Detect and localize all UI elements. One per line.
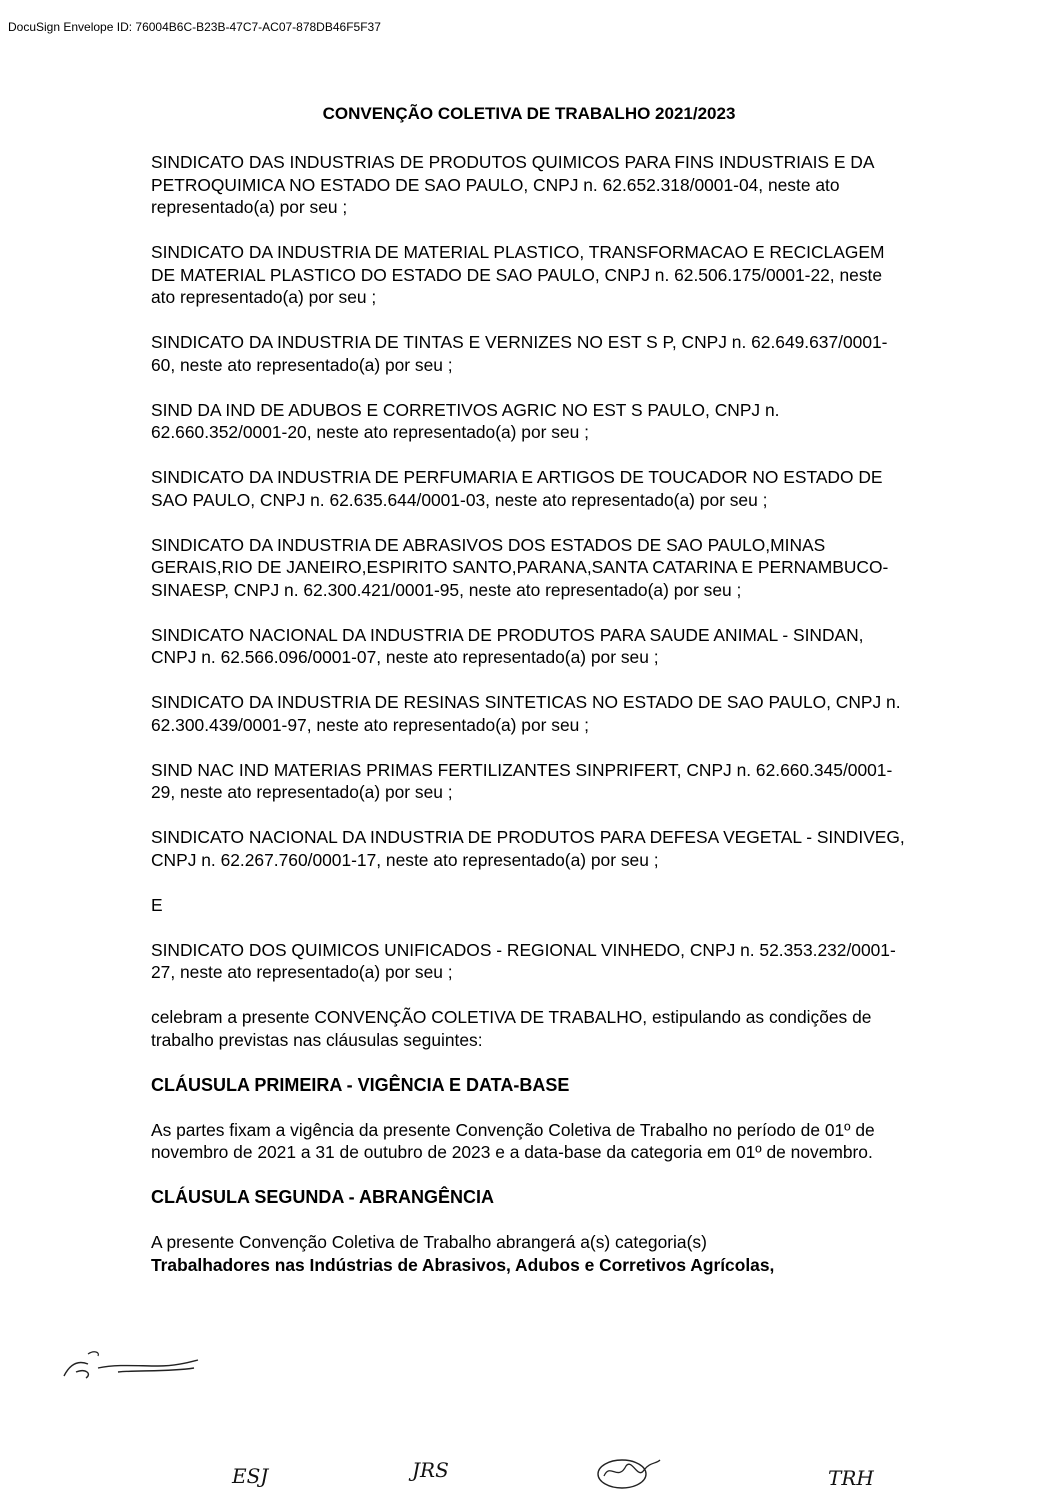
clause2-text: A presente Convenção Coletiva de Trabalho abrangerá a(s) categoria(s) bbox=[151, 1232, 707, 1252]
conjunction: E bbox=[151, 894, 163, 915]
party-paragraph-9: SIND NAC IND MATERIAS PRIMAS FERTILIZANTES SINPRIFERT, CNPJ n. 62.660.345/0001-29, neste ato representado(a) por seu ; bbox=[151, 759, 893, 802]
clause2-text-block bbox=[151, 1231, 911, 1276]
initial-3: TRH bbox=[828, 1466, 874, 1490]
initials-row bbox=[0, 1446, 1058, 1496]
initial-2: JRS bbox=[412, 1458, 449, 1482]
clause2-heading: CLÁUSULA SEGUNDA - ABRANGÊNCIA bbox=[151, 1187, 494, 1207]
party-paragraph-4: SIND DA IND DE ADUBOS E CORRETIVOS AGRIC NO EST S PAULO, CNPJ n. 62.660.352/0001-20, neste ato representado(a) por seu ; bbox=[151, 399, 780, 442]
document-body bbox=[151, 151, 911, 1276]
party-paragraph-5: SINDICATO DA INDUSTRIA DE PERFUMARIA E ARTIGOS DE TOUCADOR NO ESTADO DE SAO PAULO, CNPJ n. 62.635.644/0001-03, neste ato representado(a) por seu ; bbox=[151, 467, 883, 510]
initial-1: ESJ bbox=[232, 1464, 269, 1488]
docusign-envelope-id: DocuSign Envelope ID: 76004B6C-B23B-47C7-AC07-878DB46F5F37 bbox=[8, 20, 381, 34]
party-paragraph-6: SINDICATO DA INDUSTRIA DE ABRASIVOS DOS ESTADOS DE SAO PAULO,MINAS GERAIS,RIO DE JANEIRO,ESPIRITO SANTO,PARANA,SANTA CATARINA E PERNAMBUCO-SINAESP, CNPJ n. 62.300.421/0001-95, neste ato representado(a) por seu ; bbox=[151, 534, 889, 600]
party-paragraph-10: SINDICATO NACIONAL DA INDUSTRIA DE PRODUTOS PARA DEFESA VEGETAL - SINDIVEG, CNPJ n. 62.267.760/0001-17, neste ato representado(a) por seu ; bbox=[151, 827, 905, 870]
party-paragraph-2: SINDICATO DA INDUSTRIA DE MATERIAL PLASTICO, TRANSFORMACAO E RECICLAGEM DE MATERIAL PLASTICO DO ESTADO DE SAO PAULO, CNPJ n. 62.506.175/0001-22, neste ato representado(a) por seu ; bbox=[151, 242, 885, 307]
party-paragraph-8: SINDICATO DA INDUSTRIA DE RESINAS SINTETICAS NO ESTADO DE SAO PAULO, CNPJ n. 62.300.439/0001-97, neste ato representado(a) por seu ; bbox=[151, 692, 901, 735]
party-paragraph-1: SINDICATO DAS INDUSTRIAS DE PRODUTOS QUIMICOS PARA FINS INDUSTRIAIS E DA PETROQUIMICA NO ESTADO DE SAO PAULO, CNPJ n. 62.652.318/0001-04, neste ato representado(a) por seu ; bbox=[151, 152, 874, 217]
clause1-heading: CLÁUSULA PRIMEIRA - VIGÊNCIA E DATA-BASE bbox=[151, 1074, 570, 1095]
counterparty-paragraph: SINDICATO DOS QUIMICOS UNIFICADOS - REGIONAL VINHEDO, CNPJ n. 52.353.232/0001-27, neste ato representado(a) por seu ; bbox=[151, 939, 896, 982]
clause1-text: As partes fixam a vigência da presente Convenção Coletiva de Trabalho no período de 01º de novembro de 2021 a 31 de outubro de 2023 e a data-base da categoria em 01º de novembro. bbox=[151, 1119, 875, 1162]
clause2-bold-text: Trabalhadores nas Indústrias de Abrasivos, Adubos e Corretivos Agrícolas, bbox=[151, 1254, 775, 1275]
party-paragraph-7: SINDICATO NACIONAL DA INDUSTRIA DE PRODUTOS PARA SAUDE ANIMAL - SINDAN, CNPJ n. 62.566.096/0001-07, neste ato representado(a) por seu ; bbox=[151, 624, 864, 667]
signature-scribble bbox=[58, 1346, 208, 1386]
initial-scribble bbox=[592, 1452, 664, 1492]
document-title: CONVENÇÃO COLETIVA DE TRABALHO 2021/2023 bbox=[322, 104, 736, 123]
intro-paragraph: celebram a presente CONVENÇÃO COLETIVA DE TRABALHO, estipulando as condições de trabalho previstas nas cláusulas seguintes: bbox=[151, 1007, 872, 1050]
party-paragraph-3: SINDICATO DA INDUSTRIA DE TINTAS E VERNIZES NO EST S P, CNPJ n. 62.649.637/0001-60, neste ato representado(a) por seu ; bbox=[151, 332, 888, 375]
